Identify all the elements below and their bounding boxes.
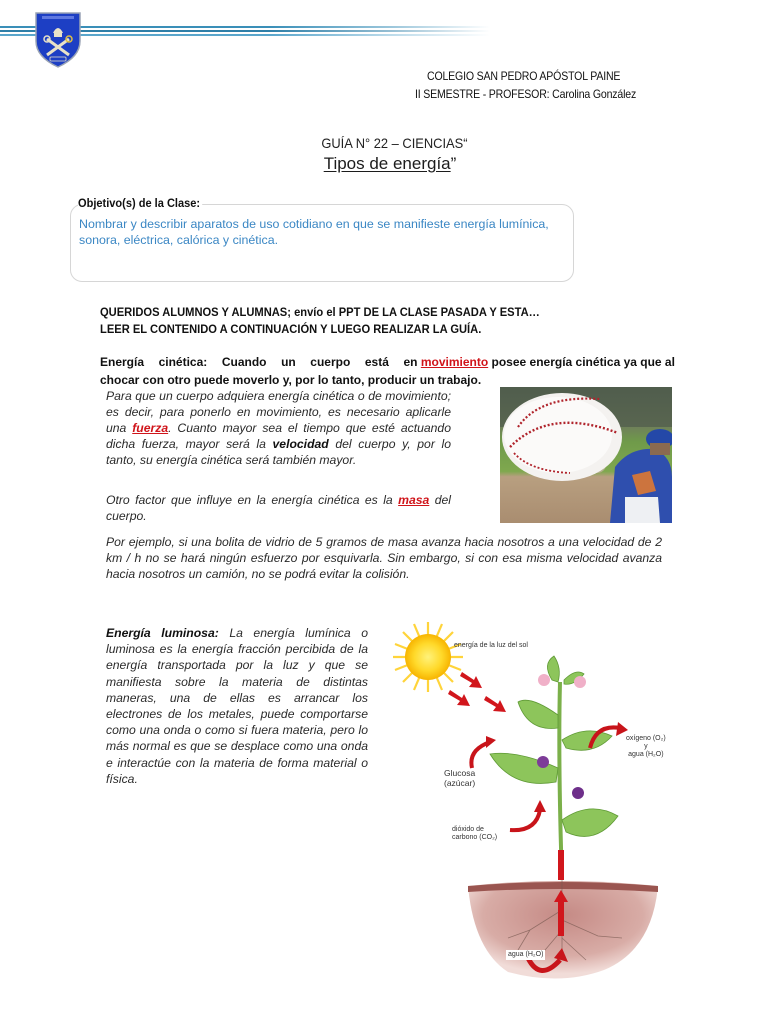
- kinetic-paragraph-force: Para que un cuerpo adquiera energía cinética o de movimiento; es decir, para ponerlo en movimiento, es necesario aplicarle una fuerza. Cuanto mayor sea el tiempo que esté actuando dicha fuerza, mayor será la velocidad del cuerpo y, por lo tanto, su energía cinética será también mayor.: [106, 389, 451, 467]
- school-crest-icon: [33, 11, 83, 69]
- photosynthesis-plant-diagram: [390, 620, 690, 1000]
- label-sun-energy: energía de la luz del sol: [454, 642, 528, 649]
- school-name: COLEGIO SAN PEDRO APÓSTOL PAINE: [427, 69, 621, 83]
- kinetic-paragraph-mass: Otro factor que influye en la energía cinética es la masa del cuerpo.: [106, 493, 451, 523]
- objective-text: Nombrar y describir aparatos de uso cotidiano en que se manifieste energía lumínica, sonora, eléctrica, calórica y cinética.: [79, 217, 549, 247]
- sun-icon: [393, 622, 463, 692]
- label-water-in: agua (H₂O): [508, 951, 544, 958]
- baseball-pitch-photo: [500, 387, 672, 523]
- objective-label: Objetivo(s) de la Clase:: [78, 196, 201, 210]
- luminous-energy-heading: Energía luminosa:: [106, 626, 219, 640]
- highlight-masa: masa: [398, 493, 430, 507]
- label-oxygen-water: oxígeno (O₂) y agua (H₂O): [626, 735, 666, 758]
- kinetic-paragraph-example: Por ejemplo, si una bolita de vidrio de 5 gramos de masa avanza hacia nosotros a una velocidad de 2 km / h no se hará ningún esfuerzo por esquivarla. Sin embargo, si con esa misma velocidad avanza hacia nosotros un camión, no se podrá evitar la colisión.: [106, 535, 662, 581]
- guide-title: GUÍA N° 22 – CIENCIAS“: [320, 135, 468, 151]
- highlight-movimiento: movimiento: [420, 355, 489, 369]
- highlight-velocidad: velocidad: [272, 437, 329, 451]
- highlight-fuerza: fuerza: [132, 421, 169, 435]
- label-glucose: Glucosa (azúcar): [444, 768, 476, 788]
- luminous-energy-paragraph: Energía luminosa: La energía lumínica o luminosa es la energía fracción percibida de la energía transportada por la luz y que se manifiesta sobre la materia de distintas maneras, una de ellas es arrancar los electrones de los metales, puede comportarse como una onda o como si fuera materia, pero lo más normal es que se desplace como una onda e interactúe con la materia de forma material o física.: [106, 626, 368, 786]
- label-co2: dióxido de carbono (CO₂): [452, 826, 498, 841]
- guide-subtitle: Tipos de energía”: [323, 154, 457, 173]
- semester-teacher: II SEMESTRE - PROFESOR: Carolina González: [415, 87, 637, 101]
- kinetic-energy-heading: Energía cinética: Cuando un cuerpo está en movimiento posee energía cinética ya que al chocar con otro puede moverlo y, por lo tanto, producir un trabajo.: [100, 355, 675, 387]
- intro-message: QUERIDOS ALUMNOS Y ALUMNAS; envío el PPT DE LA CLASE PASADA Y ESTA… LEER EL CONTENIDO A CONTINUACIÓN Y LUEGO REALIZAR LA GUÍA.: [100, 305, 540, 336]
